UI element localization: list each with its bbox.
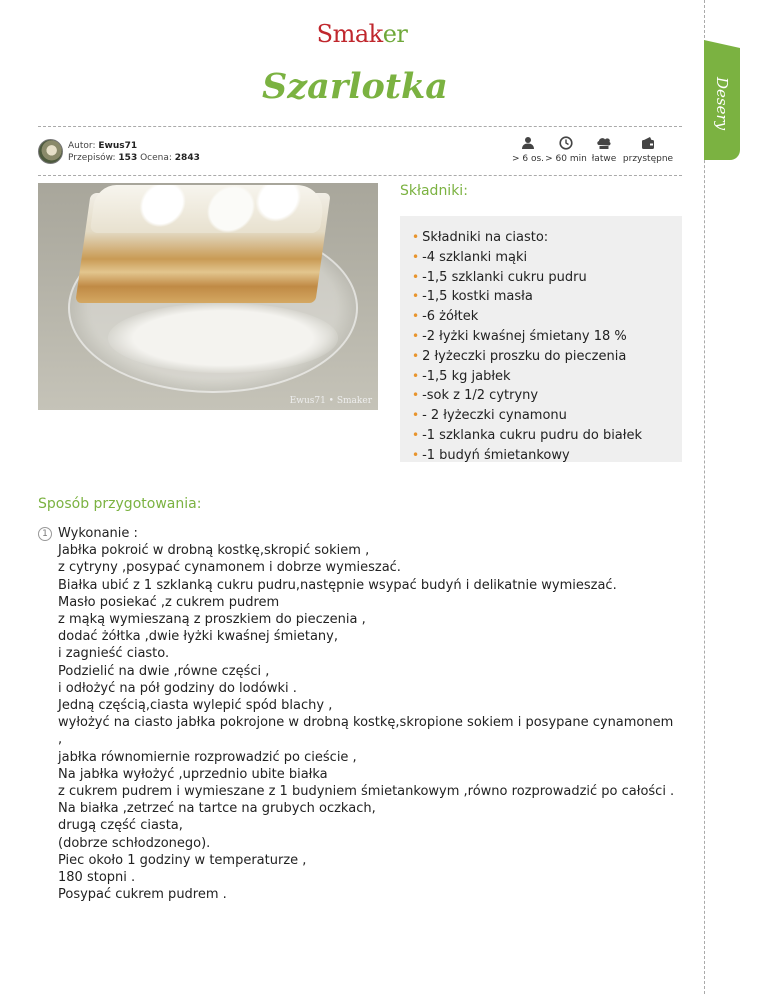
bullet-icon: • xyxy=(412,230,420,244)
ingredient-item xyxy=(412,307,682,327)
step-line: wyłożyć na ciasto jabłka pokrojone w drobną kostkę,skropione sokiem i posypane cynamonem xyxy=(58,715,674,731)
step-line: Masło posiekać ,z cukrem pudrem xyxy=(58,594,280,610)
divider-middle xyxy=(38,175,682,176)
author-stats-line xyxy=(68,152,200,164)
step-line: dodać żółtka ,dwie łyżki kwaśnej śmietany, xyxy=(58,629,338,645)
ingredient-text: -6 żółtek xyxy=(422,309,479,325)
bullet-icon: • xyxy=(412,447,420,462)
step-line: (dobrze schłodzonego). xyxy=(58,835,211,851)
ingredient-text: - 2 łyżeczki cynamonu xyxy=(422,408,567,424)
ingredient-item xyxy=(412,386,682,406)
recipe-photo xyxy=(38,183,378,410)
cost-value: przystępne xyxy=(622,154,674,164)
step-line: Białka ubić z 1 szklanką cukru pudru,następnie wsypać budyń i delikatnie wymieszać. xyxy=(58,577,617,593)
recipes-label: Przepisów: xyxy=(68,153,116,163)
photo-watermark: Ewus71 • Smaker xyxy=(289,396,372,406)
ingredient-text: -1,5 kostki masła xyxy=(422,289,533,305)
bullet-icon: • xyxy=(412,388,420,403)
ingredient-text: -2 łyżki kwaśnej śmietany 18 % xyxy=(422,328,627,344)
step-line: Wykonanie : xyxy=(58,526,138,541)
divider-top xyxy=(38,126,682,127)
ingredients-panel xyxy=(400,216,682,462)
step-line: Na białka ,zetrzeć na tartce na grubych oczkach, xyxy=(58,801,376,817)
chef-hat-icon xyxy=(596,136,612,150)
ingredient-text: -1 budyń śmietankowy xyxy=(422,447,570,463)
step-line: 180 stopni . xyxy=(58,870,136,886)
step-line: z cytryny ,posypać cynamonem i dobrze wymieszać. xyxy=(58,560,401,576)
step-line: Posypać cukrem pudrem . xyxy=(58,887,227,903)
rating-label: Ocena: xyxy=(140,153,172,163)
author-info xyxy=(68,140,200,164)
time-value: > 60 min xyxy=(545,154,587,164)
ingredient-item xyxy=(412,406,682,426)
ingredient-text: Składniki na ciasto: xyxy=(422,230,549,245)
ingredient-text: 2 łyżeczki proszku do pieczenia xyxy=(422,348,627,364)
logo-main-text: Smak xyxy=(316,20,383,48)
ingredients-list xyxy=(412,228,682,466)
preparation-heading: Sposób przygotowania: xyxy=(38,496,202,512)
category-tab[interactable] xyxy=(704,48,740,160)
step-line: z cukrem pudrem i wymieszane z 1 budyniem śmietankowym ,równo rozprowadzić po całości . xyxy=(58,784,675,800)
ingredient-item xyxy=(412,446,682,466)
preparation-step xyxy=(58,525,688,903)
wallet-icon xyxy=(641,136,655,150)
author-avatar[interactable] xyxy=(38,139,63,164)
step-line: Jabłka pokroić w drobną kostkę,skropić sokiem , xyxy=(58,543,370,559)
step-line: Piec około 1 godziny w temperaturze , xyxy=(58,852,307,868)
servings-value: > 6 os. xyxy=(511,154,545,164)
step-number-badge: 1 xyxy=(38,527,52,541)
step-line: i zagnieść ciasto. xyxy=(58,646,170,662)
step-line: , xyxy=(58,732,63,748)
ingredient-item xyxy=(412,248,682,268)
bullet-icon: • xyxy=(412,348,420,363)
ingredient-item xyxy=(412,327,682,347)
ingredient-text: -1 szklanka cukru pudru do białek xyxy=(422,427,642,443)
ingredient-text: -4 szklanki mąki xyxy=(422,249,528,265)
ingredient-text: -1,5 kg jabłek xyxy=(422,368,511,384)
bullet-icon: • xyxy=(412,269,420,284)
bullet-icon: • xyxy=(412,368,420,383)
brand-logo xyxy=(312,20,412,48)
author-name[interactable]: Ewus71 xyxy=(98,141,138,151)
ingredient-item xyxy=(412,347,682,367)
rating-value: 2843 xyxy=(174,153,200,163)
step-line: Jedną częścią,ciasta wylepić spód blachy , xyxy=(58,698,333,714)
ingredient-text: -sok z 1/2 cytryny xyxy=(422,388,539,404)
step-line: jabłka równomiernie rozprowadzić po cieście , xyxy=(58,749,357,765)
step-line: z mąką wymieszaną z proszkiem do pieczenia , xyxy=(58,612,366,628)
category-label: Desery xyxy=(713,77,731,131)
ingredient-item xyxy=(412,426,682,446)
meta-cost xyxy=(618,136,678,164)
author-line xyxy=(68,140,200,152)
step-line: Podzielić na dwie ,równe części , xyxy=(58,663,270,679)
bullet-icon: • xyxy=(412,289,420,304)
bullet-icon: • xyxy=(412,427,420,442)
logo-accent-text: er xyxy=(382,20,408,48)
recipes-count: 153 xyxy=(118,153,138,163)
bullet-icon: • xyxy=(412,408,420,423)
ingredient-item xyxy=(412,287,682,307)
powdered-sugar xyxy=(108,303,338,373)
bullet-icon: • xyxy=(412,309,420,324)
cake-topping xyxy=(90,185,327,233)
recipe-title: Szarlotka xyxy=(261,66,448,107)
ingredient-item xyxy=(412,367,682,387)
ingredient-item xyxy=(412,228,682,248)
author-label: Autor: xyxy=(68,141,96,151)
ingredient-item xyxy=(412,268,682,288)
ingredient-text: -1,5 szklanki cukru pudru xyxy=(422,269,587,285)
ingredients-heading: Składniki: xyxy=(400,183,468,199)
person-icon xyxy=(521,136,535,150)
bullet-icon: • xyxy=(412,249,420,264)
step-line: i odłożyć na pół godziny do lodówki . xyxy=(58,680,297,696)
step-line: drugą część ciasta, xyxy=(58,818,183,834)
step-line: Na jabłka wyłożyć ,uprzednio ubite białka xyxy=(58,766,328,782)
clock-icon xyxy=(559,136,573,150)
difficulty-value: łatwe xyxy=(591,154,617,164)
bullet-icon: • xyxy=(412,328,420,343)
